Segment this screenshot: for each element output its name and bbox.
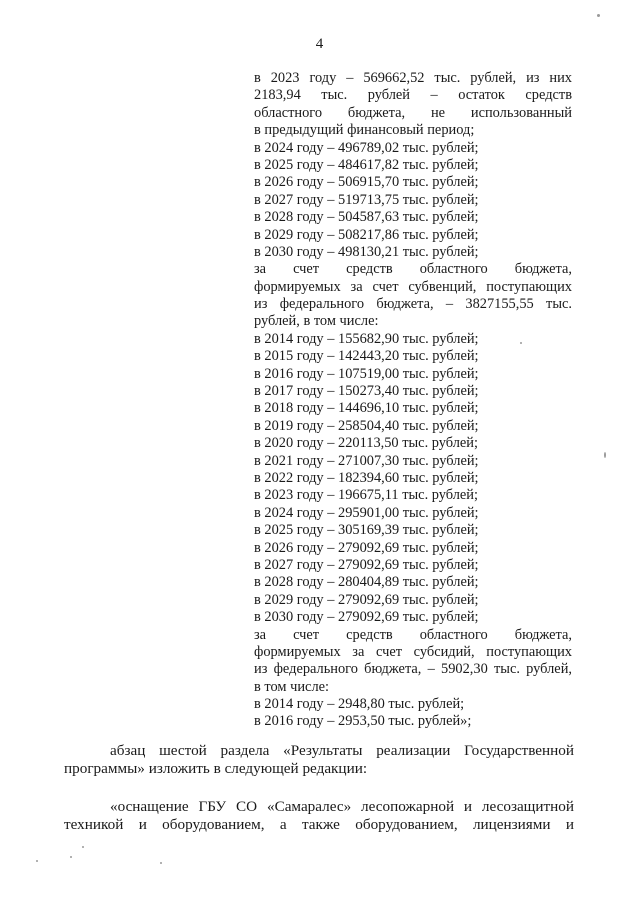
funding-line: в 2027 году – 519713,75 тыс. рублей; — [254, 191, 479, 208]
paragraph-line: техникой и оборудованием, а также оборудованием, лицензиями и — [64, 816, 574, 833]
funding-line: в 2014 году – 2948,80 тыс. рублей; — [254, 696, 465, 713]
scan-speck — [604, 452, 606, 458]
amendment-paragraph-1 — [64, 742, 574, 778]
scan-speck — [520, 342, 522, 344]
funding-line: из федерального бюджета, – 3827155,55 тыс. — [254, 296, 572, 313]
funding-line: в 2030 году – 279092,69 тыс. рублей; — [254, 609, 479, 626]
funding-line: в 2023 году – 569662,52 тыс. рублей, из них — [254, 70, 572, 86]
funding-line: в 2024 году – 295901,00 тыс. рублей; — [254, 504, 479, 521]
funding-line: в 2024 году – 496789,02 тыс. рублей; — [254, 139, 479, 156]
amendment-paragraph-2 — [64, 798, 574, 834]
funding-line: в 2028 году – 504587,63 тыс. рублей; — [254, 209, 479, 226]
funding-line: в 2025 году – 305169,39 тыс. рублей; — [254, 522, 479, 539]
paragraph-line: «оснащение ГБУ СО «Самаралес» лесопожарной и лесозащитной — [110, 798, 574, 815]
funding-line: в 2020 году – 220113,50 тыс. рублей; — [254, 435, 479, 452]
scan-speck — [160, 862, 162, 864]
funding-line: 2183,94 тыс. рублей – остаток средств — [254, 87, 572, 104]
page-number: 4 — [315, 36, 324, 52]
funding-line: в 2016 году – 107519,00 тыс. рублей; — [254, 365, 479, 382]
funding-line: в 2019 году – 258504,40 тыс. рублей; — [254, 417, 479, 434]
funding-line: в 2023 году – 196675,11 тыс. рублей; — [254, 487, 479, 504]
scan-speck — [36, 860, 38, 862]
funding-line: в 2025 году – 484617,82 тыс. рублей; — [254, 156, 479, 173]
funding-line: в 2029 году – 279092,69 тыс. рублей; — [254, 591, 479, 608]
funding-line: формируемых за счет субсидий, поступающих — [254, 643, 572, 660]
funding-line: в 2021 году – 271007,30 тыс. рублей; — [254, 452, 479, 469]
paragraph-line: программы» изложить в следующей редакции: — [64, 760, 368, 777]
funding-line: в 2026 году – 279092,69 тыс. рублей; — [254, 539, 479, 556]
funding-line: формируемых за счет субвенций, поступающих — [254, 278, 572, 295]
funding-line: за счет средств областного бюджета, — [254, 261, 572, 278]
funding-line: в 2026 году – 506915,70 тыс. рублей; — [254, 174, 479, 191]
funding-line: в 2029 году – 508217,86 тыс. рублей; — [254, 226, 479, 243]
funding-line: в 2027 году – 279092,69 тыс. рублей; — [254, 556, 479, 573]
funding-line: в 2030 году – 498130,21 тыс. рублей; — [254, 243, 479, 260]
funding-line: из федерального бюджета, – 5902,30 тыс. рублей, — [254, 661, 572, 678]
funding-line: в 2018 году – 144696,10 тыс. рублей; — [254, 400, 479, 417]
funding-line: областного бюджета, не использованный — [254, 104, 572, 121]
funding-line: в 2022 году – 182394,60 тыс. рублей; — [254, 469, 479, 486]
funding-line: в 2017 году – 150273,40 тыс. рублей; — [254, 383, 479, 400]
funding-line: в 2015 году – 142443,20 тыс. рублей; — [254, 348, 479, 365]
paragraph-line: абзац шестой раздела «Результаты реализации Государственной — [110, 742, 574, 759]
funding-line: в 2028 году – 280404,89 тыс. рублей; — [254, 574, 479, 591]
funding-line: в предыдущий финансовый период; — [254, 122, 475, 139]
funding-list-column — [254, 70, 572, 731]
scan-speck — [70, 856, 72, 858]
funding-line: в 2014 году – 155682,90 тыс. рублей; — [254, 330, 479, 347]
funding-line: рублей, в том числе: — [254, 313, 379, 330]
scan-speck — [597, 14, 600, 17]
scan-speck — [82, 846, 84, 848]
funding-line: в 2016 году – 2953,50 тыс. рублей»; — [254, 713, 472, 730]
funding-line: за счет средств областного бюджета, — [254, 626, 572, 643]
funding-line: в том числе: — [254, 678, 330, 695]
